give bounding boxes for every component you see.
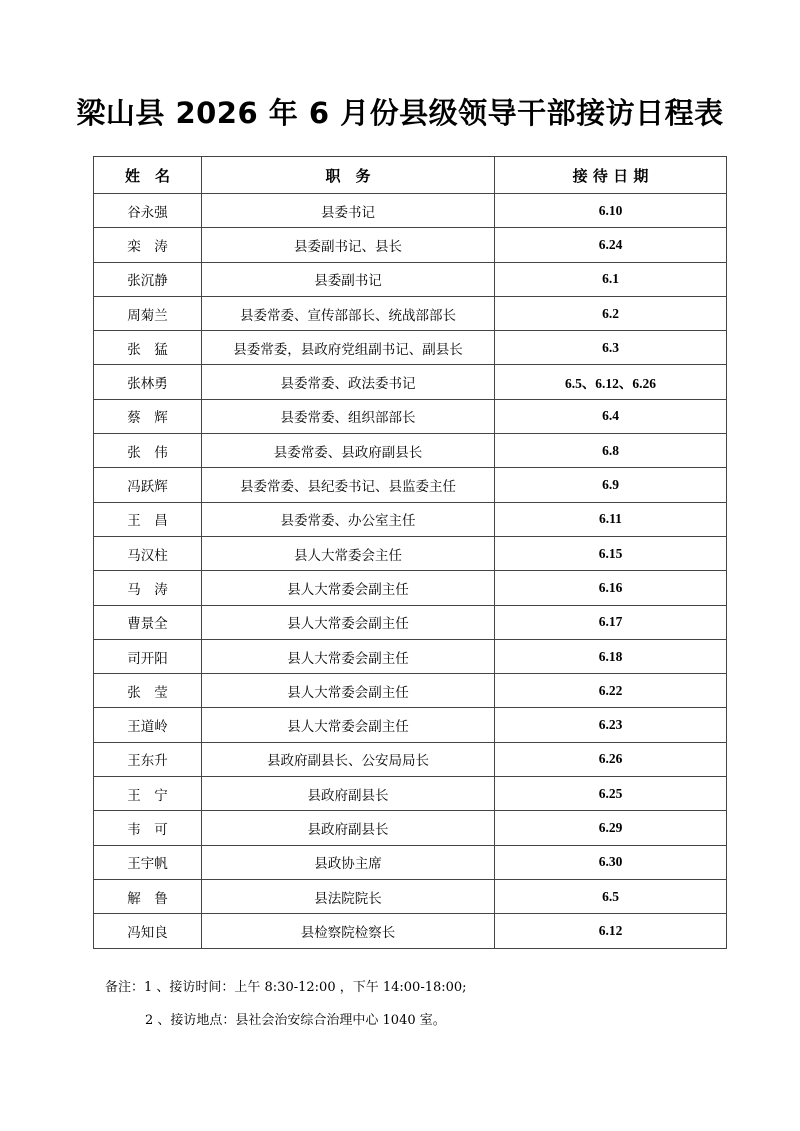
table-row	[94, 708, 727, 742]
table-row	[94, 228, 727, 262]
name-cell: 王宇帆	[94, 845, 202, 879]
position-cell: 县人大常委会副主任	[202, 708, 495, 742]
date-cell: 6.1	[495, 262, 727, 296]
position-cell: 县委常委、县政府副县长	[202, 434, 495, 468]
date-cell: 6.23	[495, 708, 727, 742]
table-row	[94, 502, 727, 536]
name-cell: 王东升	[94, 742, 202, 776]
date-cell: 6.25	[495, 777, 727, 811]
notes	[105, 978, 755, 1028]
name-cell: 张 伟	[94, 434, 202, 468]
name-cell: 周菊兰	[94, 296, 202, 330]
table-row	[94, 777, 727, 811]
position-cell: 县人大常委会副主任	[202, 674, 495, 708]
table-header-row	[94, 157, 727, 194]
name-cell: 王 昌	[94, 502, 202, 536]
date-cell: 6.16	[495, 571, 727, 605]
name-cell: 马汉柱	[94, 536, 202, 570]
header-name: 姓 名	[94, 157, 202, 194]
position-cell: 县委常委、县纪委书记、县监委主任	[202, 468, 495, 502]
table-row	[94, 331, 727, 365]
position-cell: 县政协主席	[202, 845, 495, 879]
name-cell: 曹景全	[94, 605, 202, 639]
table-row	[94, 879, 727, 913]
position-cell: 县委常委、办公室主任	[202, 502, 495, 536]
name-cell: 解 鲁	[94, 879, 202, 913]
name-cell: 冯知良	[94, 914, 202, 948]
name-cell: 冯跃辉	[94, 468, 202, 502]
date-cell: 6.11	[495, 502, 727, 536]
date-cell: 6.29	[495, 811, 727, 845]
table-row	[94, 468, 727, 502]
position-cell: 县委常委、组织部部长	[202, 399, 495, 433]
name-cell: 蔡 辉	[94, 399, 202, 433]
name-cell: 张沉静	[94, 262, 202, 296]
name-cell: 张 猛	[94, 331, 202, 365]
name-cell: 韦 可	[94, 811, 202, 845]
position-cell: 县人大常委会副主任	[202, 605, 495, 639]
date-cell: 6.9	[495, 468, 727, 502]
name-cell: 司开阳	[94, 639, 202, 673]
date-cell: 6.18	[495, 639, 727, 673]
position-cell: 县委常委，县政府党组副书记、副县长	[202, 331, 495, 365]
position-cell: 县委书记	[202, 194, 495, 228]
table-row	[94, 194, 727, 228]
date-cell: 6.2	[495, 296, 727, 330]
table-row	[94, 262, 727, 296]
name-cell: 王 宁	[94, 777, 202, 811]
date-cell: 6.24	[495, 228, 727, 262]
table-row	[94, 674, 727, 708]
date-cell: 6.26	[495, 742, 727, 776]
position-cell: 县法院院长	[202, 879, 495, 913]
name-cell: 张 莹	[94, 674, 202, 708]
name-cell: 马 涛	[94, 571, 202, 605]
date-cell: 6.17	[495, 605, 727, 639]
note-location: 2 、接访地点：县社会治安综合治理中心 1040 室。	[145, 1013, 446, 1028]
date-cell: 6.5	[495, 879, 727, 913]
schedule-table	[93, 156, 727, 949]
table-row	[94, 536, 727, 570]
date-cell: 6.10	[495, 194, 727, 228]
table-row	[94, 365, 727, 399]
header-date: 接 待 日 期	[495, 157, 727, 194]
name-cell: 王道岭	[94, 708, 202, 742]
page-title: 梁山县 2026 年 6 月份县级领导干部接访日程表	[76, 96, 724, 130]
header-position: 职 务	[202, 157, 495, 194]
position-cell: 县人大常委会主任	[202, 536, 495, 570]
date-cell: 6.4	[495, 399, 727, 433]
name-cell: 栾 涛	[94, 228, 202, 262]
position-cell: 县政府副县长	[202, 811, 495, 845]
date-cell: 6.12	[495, 914, 727, 948]
table-row	[94, 296, 727, 330]
position-cell: 县政府副县长、公安局局长	[202, 742, 495, 776]
name-cell: 谷永强	[94, 194, 202, 228]
position-cell: 县人大常委会副主任	[202, 639, 495, 673]
table-row	[94, 605, 727, 639]
position-cell: 县检察院检察长	[202, 914, 495, 948]
position-cell: 县委副书记、县长	[202, 228, 495, 262]
date-cell: 6.3	[495, 331, 727, 365]
position-cell: 县人大常委会副主任	[202, 571, 495, 605]
date-cell: 6.8	[495, 434, 727, 468]
date-cell: 6.22	[495, 674, 727, 708]
table-row	[94, 811, 727, 845]
position-cell: 县委副书记	[202, 262, 495, 296]
table-row	[94, 399, 727, 433]
position-cell: 县委常委、宣传部部长、统战部部长	[202, 296, 495, 330]
name-cell: 张林勇	[94, 365, 202, 399]
table-row	[94, 639, 727, 673]
table-row	[94, 742, 727, 776]
date-cell: 6.30	[495, 845, 727, 879]
table-row	[94, 434, 727, 468]
table-row	[94, 914, 727, 948]
date-cell: 6.15	[495, 536, 727, 570]
date-cell: 6.5、6.12、6.26	[495, 365, 727, 399]
table-row	[94, 571, 727, 605]
position-cell: 县政府副县长	[202, 777, 495, 811]
position-cell: 县委常委、政法委书记	[202, 365, 495, 399]
table-row	[94, 845, 727, 879]
note-time: 备注：1 、接访时间：上午 8:30-12:00 ，下午 14:00-18:00;	[105, 980, 467, 995]
